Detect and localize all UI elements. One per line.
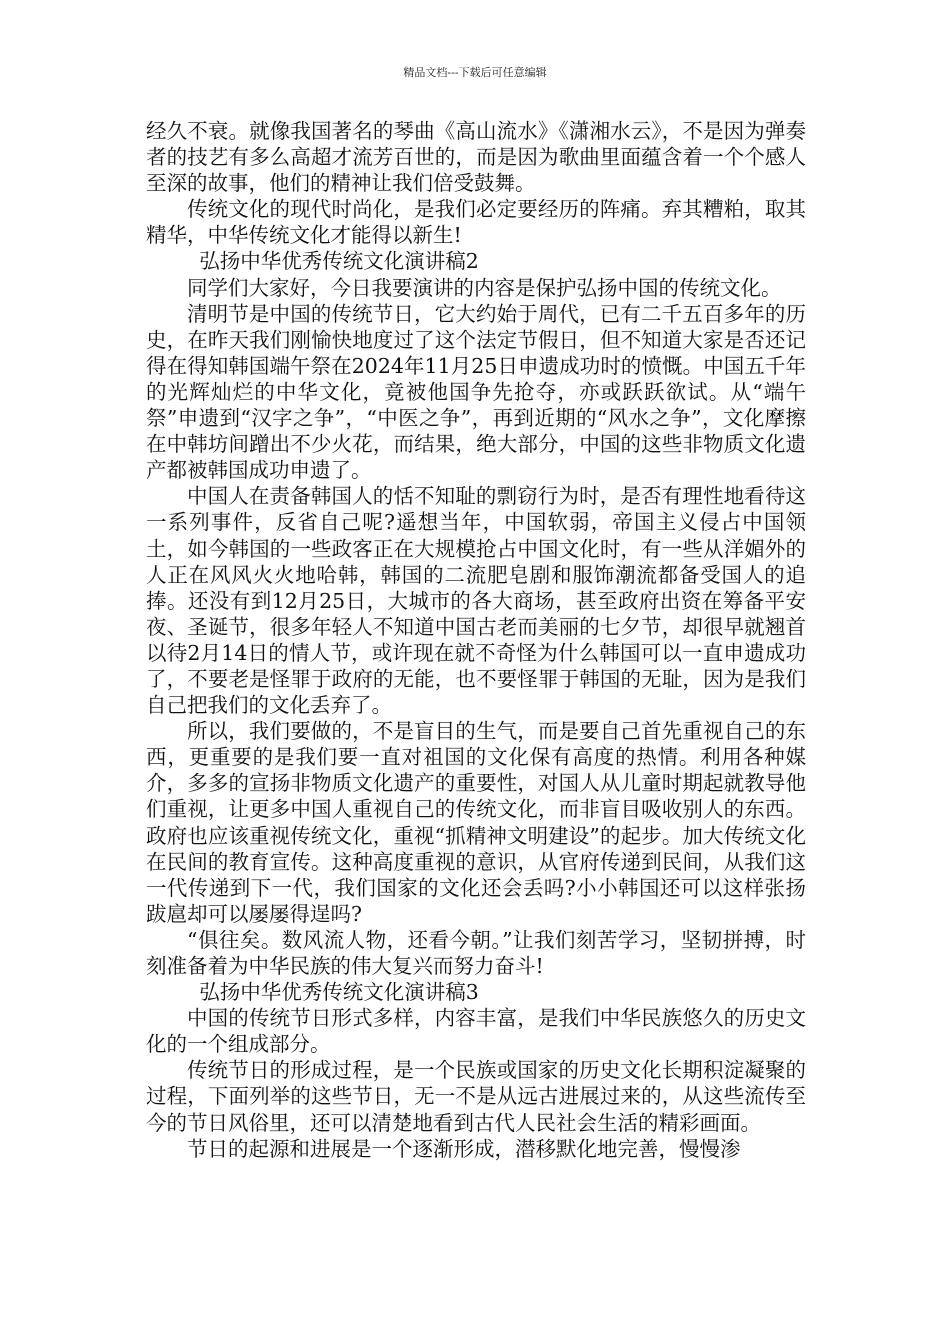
paragraph-continued: 经久不衰。就像我国著名的琴曲《高山流水》《潇湘水云》，不是因为弹奏者的技艺有多么高超才流芳百世的，而是因为歌曲里面蕴含着一个个感人至深的故事，他们的精神让我们倍受鼓舞。 [146,119,806,196]
paragraph-truncated: 节日的起源和进展是一个逐渐形成，潜移默化地完善，慢慢渗 [187,1136,741,1161]
document-body [146,118,806,1162]
section-title-speech-2: 弘扬中华优秀传统文化演讲稿2 [199,249,479,274]
section-title-speech-3: 弘扬中华优秀传统文化演讲稿3 [199,980,479,1005]
paragraph: 传统文化的现代时尚化，是我们必定要经历的阵痛。弃其糟粕，取其精华，中华传统文化才能得以新生! [146,197,806,248]
paragraph: “俱往矣。数风流人物，还看今朝。”让我们刻苦学习，坚韧拼搏，时刻准备着为中华民族的伟大复兴而努力奋斗! [146,927,806,978]
paragraph: 中国人在责备韩国人的恬不知耻的剽窃行为时，是否有理性地看待这一系列事件，反省自己呢?遥想当年，中国软弱，帝国主义侵占中国领土，如今韩国的一些政客正在大规模抢占中国文化时，有一些从洋媚外的人正在风风火火地哈韩，韩国的二流肥皂剧和服饰潮流都备受国人的追捧。还没有到12月25日，大城市的各大商场，甚至政府出资在筹备平安夜、圣诞节，很多年轻人不知道中国古老而美丽的七夕节，却很早就翘首以待2月14日的情人节，或许现在就不奇怪为什么韩国可以一直申遗成功了，不要老是怪罪于政府的无能，也不要怪罪于韩国的无耻，因为是我们自己把我们的文化丢弃了。 [146,484,806,718]
paragraph: 中国的传统节日形式多样，内容丰富，是我们中华民族悠久的历史文化的一个组成部分。 [146,1006,806,1057]
page-header: 精品文档---下载后可任意编辑 [403,66,547,79]
paragraph: 传统节日的形成过程，是一个民族或国家的历史文化长期积淀凝聚的过程，下面列举的这些节日，无一不是从远古进展过来的，从这些流传至今的节日风俗里，还可以清楚地看到古代人民社会生活的精彩画面。 [146,1058,806,1135]
paragraph: 同学们大家好，今日我要演讲的内容是保护弘扬中国的传统文化。 [187,275,782,300]
paragraph: 所以，我们要做的，不是盲目的生气，而是要自己首先重视自己的东西，更重要的是我们要一直对祖国的文化保有高度的热情。利用各种媒介，多多的宣扬非物质文化遗产的重要性，对国人从儿童时期起就教导他们重视，让更多中国人重视自己的传统文化，而非盲目吸收别人的东西。政府也应该重视传统文化，重视“抓精神文明建设”的起步。加大传统文化在民间的教育宣传。这种高度重视的意识，从官府传递到民间，从我们这一代传递到下一代，我们国家的文化还会丢吗?小小韩国还可以这样张扬跋扈却可以屡屡得逞吗? [146,719,806,926]
paragraph: 清明节是中国的传统节日，它大约始于周代，已有二千五百多年的历史，在昨天我们刚愉快地度过了这个法定节假日，但不知道大家是否还记得在得知韩国端午祭在2024年11月25日申遗成功时的愤慨。中国五千年的光辉灿烂的中华文化，竟被他国争先抢夺，亦或跃跃欲试。从“端午祭”申遗到“汉字之争”，“中医之争”，再到近期的“风水之争”，文化摩擦在中韩坊间蹭出不少火花，而结果，绝大部分，中国的这些非物质文化遗产都被韩国成功申遗了。 [146,301,806,483]
